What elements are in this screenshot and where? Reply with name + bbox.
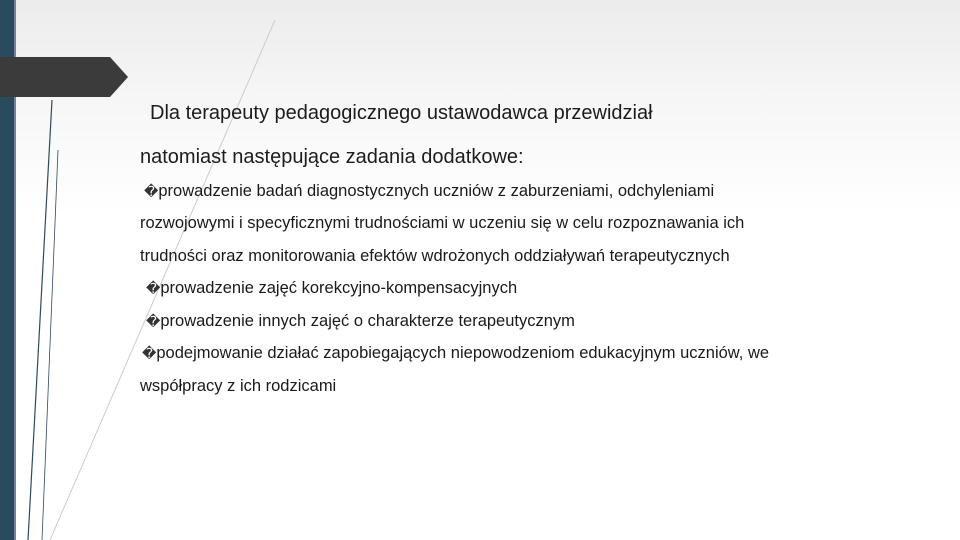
list-item xyxy=(144,181,714,201)
bullet-glyph: � xyxy=(142,345,157,361)
list-item xyxy=(146,278,517,298)
list-item-text: prowadzenie badań diagnostycznych uczniów z zaburzeniami, odchyleniami xyxy=(158,182,715,200)
list-item-text: podejmowanie działać zapobiegających niepowodzeniom edukacyjnym uczniów, we xyxy=(156,344,770,362)
list-item-text: prowadzenie innych zajęć o charakterze terapeutycznym xyxy=(160,312,575,330)
list-item-text: prowadzenie zajęć korekcyjno-kompensacyjnych xyxy=(160,279,518,297)
list-item-continuation: trudności oraz monitorowania efektów wdrożonych oddziaływań terapeutycznych xyxy=(140,247,730,265)
list-item-continuation: rozwojowymi i specyficznymi trudnościami w uczeniu się w celu rozpoznawania ich xyxy=(140,214,745,232)
list-item-continuation: współpracy z ich rodzicami xyxy=(140,377,337,395)
bullet-glyph: � xyxy=(146,313,161,329)
heading-line-1: Dla terapeuty pedagogicznego ustawodawca przewidział xyxy=(150,102,653,124)
heading-line-2: natomiast następujące zadania dodatkowe: xyxy=(140,146,524,168)
bullet-glyph: � xyxy=(146,280,161,296)
list-item xyxy=(142,343,769,363)
list-item xyxy=(146,311,575,331)
bullet-glyph: � xyxy=(144,183,159,199)
